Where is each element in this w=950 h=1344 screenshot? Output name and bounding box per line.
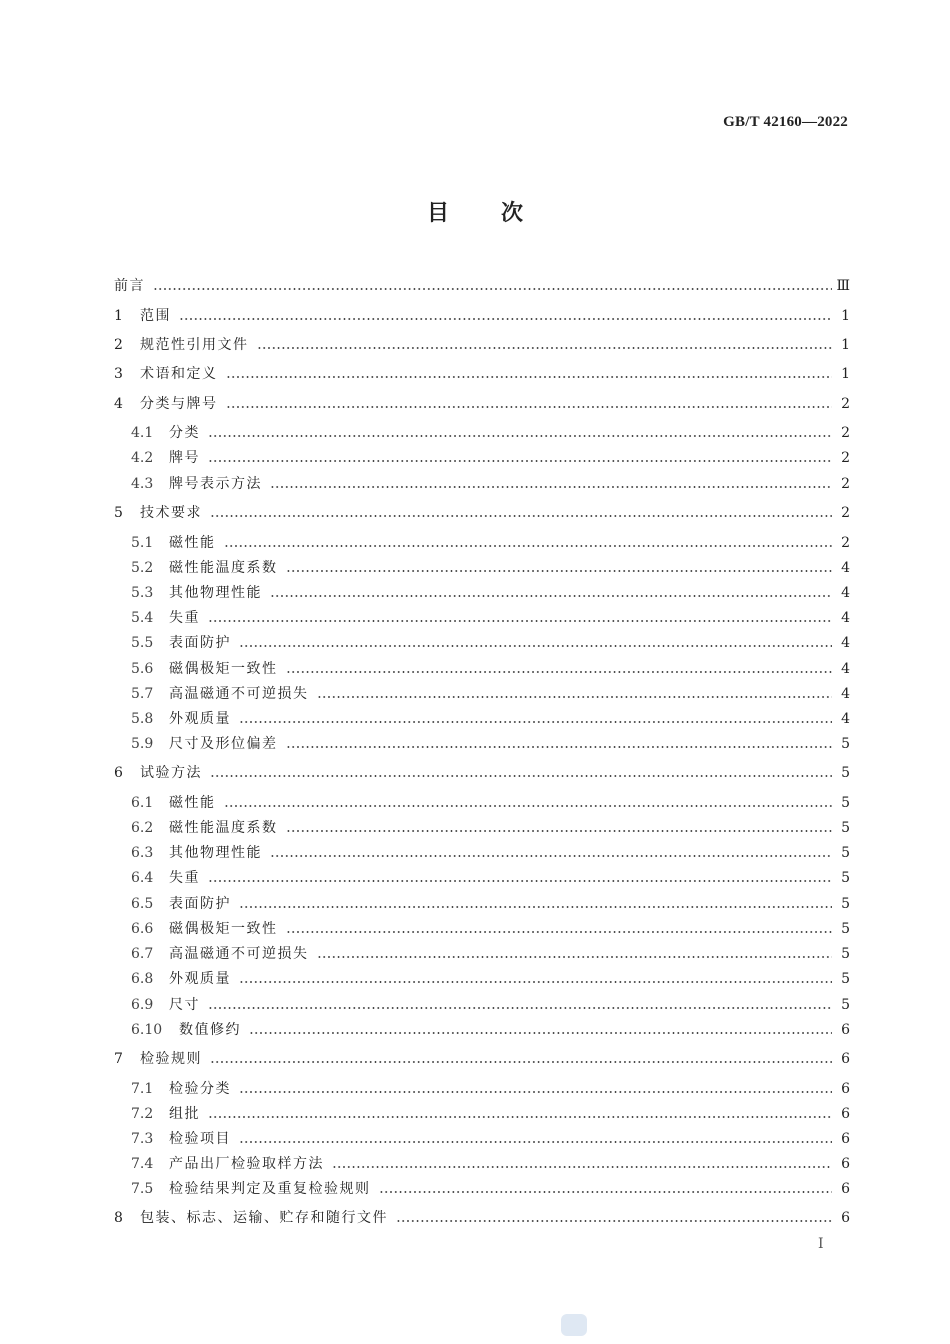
toc-entry-page: 6 (841, 1156, 850, 1172)
toc-entry-label: 尺寸 (169, 997, 200, 1013)
toc-entry-label: 检验分类 (169, 1081, 231, 1097)
toc-entry[interactable] (131, 707, 850, 731)
toc-entry[interactable] (131, 531, 850, 555)
toc-entry-label: 检验规则 (140, 1051, 202, 1067)
toc-entry-page: 1 (841, 337, 850, 353)
toc-entry-number: 2 (114, 337, 123, 353)
toc-entry-page: 2 (841, 450, 850, 466)
toc-entry-page: 5 (841, 736, 850, 752)
toc-entry[interactable] (131, 1152, 850, 1176)
toc-entry-number: 5.3 (131, 585, 154, 601)
toc-entry-label: 外观质量 (169, 971, 231, 987)
toc-dot-leader (210, 1061, 832, 1063)
toc-dot-leader (239, 721, 832, 723)
toc-dot-leader (270, 595, 832, 597)
toc-entry[interactable] (131, 732, 850, 756)
standard-code: GB/T 42160—2022 (723, 114, 848, 130)
toc-entry-label: 分类 (169, 425, 200, 441)
toc-entry[interactable] (114, 1047, 850, 1071)
toc-entry[interactable] (131, 1177, 850, 1201)
sac-watermark-logo (561, 1314, 587, 1336)
toc-entry-number: 7.2 (131, 1106, 154, 1122)
toc-dot-leader (210, 515, 832, 517)
toc-dot-leader (226, 376, 833, 378)
toc-entry-number: 5.8 (131, 711, 154, 727)
toc-entry-number: 6.9 (131, 997, 154, 1013)
toc-entry-page: 4 (841, 560, 850, 576)
toc-entry-label: 失重 (169, 870, 200, 886)
toc-entry-label: 牌号 (169, 450, 200, 466)
toc-entry-number: 5.7 (131, 686, 154, 702)
toc-dot-leader (153, 288, 832, 290)
toc-entry[interactable] (131, 581, 850, 605)
toc-entry-label: 表面防护 (169, 635, 231, 651)
toc-entry-label: 外观质量 (169, 711, 231, 727)
toc-entry-label: 失重 (169, 610, 200, 626)
toc-dot-leader (208, 880, 832, 882)
toc-entry-number: 7.5 (131, 1181, 154, 1197)
toc-dot-leader (270, 855, 832, 857)
toc-entry-label: 高温磁通不可逆损失 (169, 946, 309, 962)
toc-entry[interactable] (131, 791, 850, 815)
toc-entry-label: 表面防护 (169, 896, 231, 912)
toc-entry-number: 6.7 (131, 946, 154, 962)
toc-dot-leader (239, 645, 832, 647)
toc-entry-number: 6.1 (131, 795, 154, 811)
toc-entry[interactable] (131, 841, 850, 865)
toc-entry[interactable] (131, 421, 850, 445)
toc-entry[interactable] (114, 392, 850, 416)
toc-entry-number: 5.2 (131, 560, 154, 576)
toc-entry[interactable] (131, 866, 850, 890)
toc-dot-leader (379, 1191, 833, 1193)
toc-entry-number: 6.5 (131, 896, 154, 912)
toc-entry-number: 5.9 (131, 736, 154, 752)
toc-dot-leader (270, 486, 832, 488)
toc-entry-number: 8 (114, 1210, 123, 1226)
toc-entry-page: 4 (841, 610, 850, 626)
toc-entry-number: 5.4 (131, 610, 154, 626)
toc-entry-number: 5.5 (131, 635, 154, 651)
toc-entry-number: 5.6 (131, 661, 154, 677)
toc-dot-leader (286, 671, 833, 673)
toc-entry-page: 5 (841, 946, 850, 962)
toc-entry-number: 4 (114, 396, 123, 412)
toc-entry[interactable] (131, 1102, 850, 1126)
toc-entry-label: 尺寸及形位偏差 (169, 736, 278, 752)
toc-dot-leader (208, 435, 832, 437)
toc-entry-label: 磁性能 (169, 535, 216, 551)
toc-entry-label: 牌号表示方法 (169, 476, 262, 492)
toc-entry[interactable] (131, 472, 850, 496)
toc-entry-page: 5 (841, 896, 850, 912)
toc-dot-leader (317, 696, 833, 698)
toc-dot-leader (208, 1007, 832, 1009)
toc-entry-page: 5 (841, 765, 850, 781)
title-char-2: 次 (501, 200, 524, 226)
toc-entry-label: 磁偶极矩一致性 (169, 661, 278, 677)
toc-entry-number: 6.6 (131, 921, 154, 937)
toc-entry-number: 4.3 (131, 476, 154, 492)
toc-entry-page: 2 (841, 396, 850, 412)
toc-entry-page: 4 (841, 711, 850, 727)
toc-entry[interactable] (114, 333, 850, 357)
page-title (0, 196, 950, 227)
toc-entry-label: 其他物理性能 (169, 585, 262, 601)
toc-entry[interactable] (131, 917, 850, 941)
toc-entry-label: 数值修约 (179, 1022, 241, 1038)
toc-entry-number: 3 (114, 366, 123, 382)
toc-entry-number: 7.3 (131, 1131, 154, 1147)
toc-entry-page: 2 (841, 505, 850, 521)
toc-dot-leader (286, 746, 833, 748)
title-char-1: 目 (426, 200, 449, 226)
toc-entry-page: 4 (841, 661, 850, 677)
toc-entry[interactable] (131, 1077, 850, 1101)
toc-entry-page: 2 (841, 476, 850, 492)
toc-entry-number: 7 (114, 1051, 123, 1067)
toc-dot-leader (210, 775, 832, 777)
toc-entry-label: 检验结果判定及重复检验规则 (169, 1181, 371, 1197)
toc-entry-number: 6.10 (131, 1022, 163, 1038)
toc-dot-leader (208, 460, 832, 462)
toc-dot-leader (239, 1141, 832, 1143)
toc-entry-page: Ⅲ (836, 278, 850, 294)
toc-entry-page: 4 (841, 635, 850, 651)
toc-dot-leader (239, 906, 832, 908)
toc-entry[interactable] (131, 1127, 850, 1151)
toc-dot-leader (224, 545, 833, 547)
toc-entry[interactable] (131, 816, 850, 840)
toc-entry-label: 其他物理性能 (169, 845, 262, 861)
toc-entry-label: 试验方法 (140, 765, 202, 781)
toc-entry-page: 6 (841, 1022, 850, 1038)
toc-entry[interactable] (131, 892, 850, 916)
toc-entry[interactable] (114, 274, 850, 298)
toc-entry-label: 高温磁通不可逆损失 (169, 686, 309, 702)
toc-dot-leader (239, 981, 832, 983)
toc-entry-page: 2 (841, 535, 850, 551)
toc-entry-number: 6.8 (131, 971, 154, 987)
toc-entry[interactable] (114, 761, 850, 785)
toc-dot-leader (317, 956, 833, 958)
toc-entry[interactable] (114, 362, 850, 386)
toc-entry-label: 产品出厂检验取样方法 (169, 1156, 324, 1172)
toc-entry-number: 4.2 (131, 450, 154, 466)
toc-entry-label: 分类与牌号 (140, 396, 218, 412)
toc-entry-page: 1 (841, 366, 850, 382)
toc-entry-page: 5 (841, 870, 850, 886)
toc-entry-label: 规范性引用文件 (140, 337, 249, 353)
toc-dot-leader (224, 805, 833, 807)
toc-dot-leader (286, 931, 833, 933)
toc-entry-number: 7.1 (131, 1081, 154, 1097)
toc-dot-leader (179, 318, 832, 320)
toc-entry-number: 7.4 (131, 1156, 154, 1172)
toc-entry-number: 6.4 (131, 870, 154, 886)
toc-entry-page: 5 (841, 971, 850, 987)
toc-entry-number: 6.2 (131, 820, 154, 836)
toc-entry-number: 5.1 (131, 535, 154, 551)
toc-entry-number: 6 (114, 765, 123, 781)
toc-entry-page: 6 (841, 1081, 850, 1097)
toc-entry[interactable] (131, 942, 850, 966)
toc-entry-label: 磁性能温度系数 (169, 560, 278, 576)
toc-entry-label: 前言 (114, 278, 145, 294)
toc-entry[interactable] (131, 993, 850, 1017)
toc-entry-page: 6 (841, 1210, 850, 1226)
toc-entry[interactable] (131, 657, 850, 681)
toc-entry-page: 1 (841, 308, 850, 324)
toc-entry-label: 磁偶极矩一致性 (169, 921, 278, 937)
toc-entry-number: 1 (114, 308, 123, 324)
toc-entry[interactable] (131, 967, 850, 991)
toc-entry-page: 4 (841, 686, 850, 702)
toc-entry[interactable] (131, 1018, 850, 1042)
toc-dot-leader (249, 1032, 832, 1034)
toc-entry[interactable] (131, 556, 850, 580)
toc-entry[interactable] (131, 682, 850, 706)
toc-entry-label: 磁性能温度系数 (169, 820, 278, 836)
toc-entry-page: 6 (841, 1131, 850, 1147)
toc-entry-number: 4.1 (131, 425, 154, 441)
toc-entry-number: 5 (114, 505, 123, 521)
toc-entry-label: 包装、标志、运输、贮存和随行文件 (140, 1210, 388, 1226)
toc-dot-leader (208, 620, 832, 622)
toc-entry-page: 4 (841, 585, 850, 601)
toc-entry-page: 6 (841, 1181, 850, 1197)
toc-entry[interactable] (114, 1206, 850, 1230)
toc-entry[interactable] (114, 304, 850, 328)
toc-entry-page: 5 (841, 997, 850, 1013)
toc-dot-leader (257, 347, 833, 349)
toc-dot-leader (239, 1091, 832, 1093)
toc-dot-leader (286, 830, 833, 832)
toc-entry[interactable] (131, 606, 850, 630)
toc-entry-page: 5 (841, 845, 850, 861)
toc-entry-page: 2 (841, 425, 850, 441)
toc-dot-leader (332, 1166, 832, 1168)
toc-entry-label: 术语和定义 (140, 366, 218, 382)
toc-entry-label: 技术要求 (140, 505, 202, 521)
toc-entry-label: 检验项目 (169, 1131, 231, 1147)
toc-entry-label: 磁性能 (169, 795, 216, 811)
toc-entry-label: 范围 (140, 308, 171, 324)
toc-entry[interactable] (131, 446, 850, 470)
toc-entry-page: 5 (841, 820, 850, 836)
page-number: Ⅰ (818, 1236, 824, 1252)
toc-entry-page: 6 (841, 1051, 850, 1067)
toc-entry-label: 组批 (169, 1106, 200, 1122)
toc-entry-page: 5 (841, 795, 850, 811)
toc-entry[interactable] (131, 631, 850, 655)
toc-entry-page: 6 (841, 1106, 850, 1122)
toc-dot-leader (286, 570, 833, 572)
toc-dot-leader (226, 406, 833, 408)
toc-entry-number: 6.3 (131, 845, 154, 861)
toc-dot-leader (396, 1220, 832, 1222)
toc-entry[interactable] (114, 501, 850, 525)
toc-entry-page: 5 (841, 921, 850, 937)
toc-dot-leader (208, 1116, 832, 1118)
